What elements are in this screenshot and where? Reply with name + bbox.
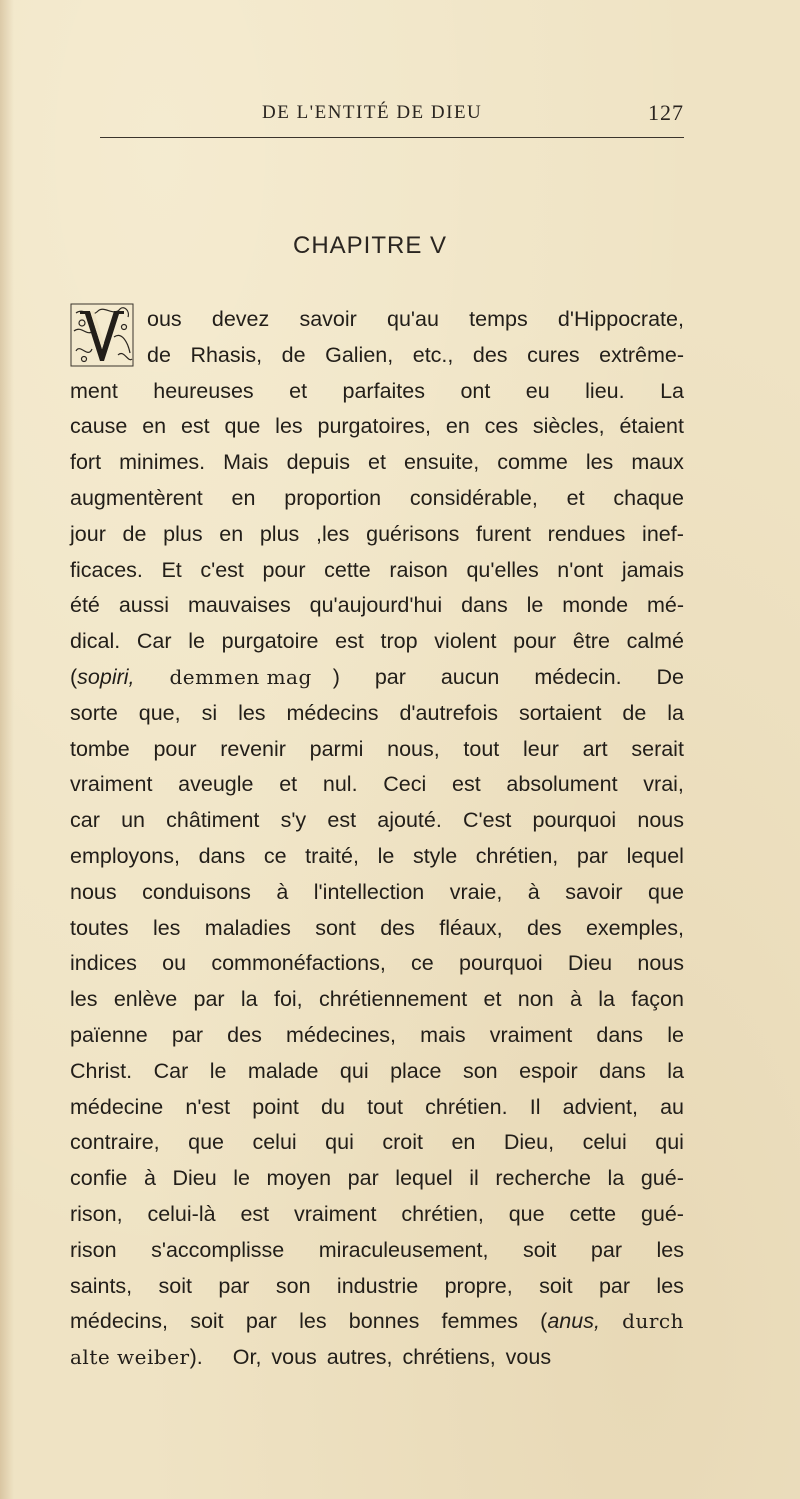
word: cette bbox=[324, 557, 371, 582]
word: espoir bbox=[519, 1058, 578, 1083]
word: maladies bbox=[204, 915, 291, 940]
word: dans bbox=[596, 1022, 644, 1047]
word: plus bbox=[163, 521, 203, 546]
word: femmes bbox=[441, 1309, 518, 1334]
text-line bbox=[70, 1054, 684, 1090]
word: fléaux, bbox=[439, 915, 503, 940]
text-line bbox=[70, 696, 684, 732]
header-rule bbox=[100, 137, 684, 138]
word: les bbox=[585, 450, 614, 475]
word: Dieu bbox=[172, 1166, 217, 1191]
word: purgatoire bbox=[221, 629, 319, 654]
word: minimes. bbox=[119, 450, 206, 475]
text-line bbox=[70, 481, 684, 517]
word: s'accomplisse bbox=[151, 1237, 285, 1262]
word: soit bbox=[158, 1273, 192, 1298]
word: pour bbox=[513, 629, 557, 654]
word: La bbox=[660, 378, 684, 403]
word: Mais bbox=[223, 450, 269, 475]
word: car bbox=[70, 808, 100, 833]
word: proportion bbox=[284, 485, 382, 510]
word: par bbox=[598, 1273, 631, 1298]
word: que, bbox=[138, 700, 181, 725]
text-line bbox=[70, 517, 684, 553]
word: les bbox=[70, 987, 98, 1012]
word: Car bbox=[136, 629, 172, 654]
word: le bbox=[377, 843, 395, 868]
word: des bbox=[227, 1022, 262, 1047]
word: rendues bbox=[547, 521, 626, 546]
text-line bbox=[70, 1161, 684, 1197]
word: savoir bbox=[565, 879, 623, 904]
word: des bbox=[472, 342, 508, 367]
word: soit bbox=[539, 1273, 573, 1298]
word: nous bbox=[70, 879, 117, 904]
word: foi, bbox=[273, 987, 303, 1012]
word: si bbox=[201, 700, 218, 725]
word: les bbox=[152, 915, 181, 940]
word: dans bbox=[198, 843, 246, 868]
word: indices bbox=[70, 951, 137, 976]
running-head: DE L'ENTITÉ DE DIEU bbox=[262, 102, 483, 123]
word: il bbox=[469, 1166, 479, 1191]
line-start-group bbox=[70, 660, 135, 696]
text-line bbox=[70, 1233, 684, 1269]
word: saints, bbox=[70, 1273, 133, 1298]
word: par bbox=[245, 1309, 277, 1334]
word: ou bbox=[162, 951, 187, 976]
word: ensuite, bbox=[403, 450, 480, 475]
word: parfaites bbox=[342, 378, 425, 403]
word: dans bbox=[461, 593, 508, 618]
paren: ). bbox=[189, 1345, 203, 1370]
word: ment bbox=[70, 378, 118, 403]
word: art bbox=[582, 736, 608, 761]
text-line bbox=[70, 553, 684, 589]
word: la bbox=[667, 1058, 684, 1083]
word: s'y bbox=[280, 808, 307, 833]
word: médecins bbox=[286, 700, 379, 725]
word: en bbox=[219, 521, 244, 546]
word: de bbox=[622, 700, 647, 725]
word: point bbox=[252, 1094, 299, 1119]
word: façon bbox=[631, 987, 684, 1012]
word: d'autrefois bbox=[399, 700, 498, 725]
word: est bbox=[327, 808, 357, 833]
word: chrétiennement bbox=[318, 987, 468, 1012]
word: aussi bbox=[118, 593, 170, 618]
word: eu bbox=[525, 378, 550, 403]
word: Rhasis, bbox=[190, 342, 263, 367]
word: propre, bbox=[444, 1273, 513, 1298]
word: que bbox=[648, 879, 684, 904]
word: style bbox=[412, 843, 458, 868]
word: place bbox=[390, 1058, 442, 1083]
word: plus bbox=[259, 521, 300, 546]
word: à bbox=[143, 1166, 156, 1191]
italic-latin-term: sopiri, bbox=[77, 664, 135, 689]
word: gué- bbox=[640, 1166, 684, 1191]
word: nous, bbox=[387, 736, 440, 761]
word: calmé bbox=[626, 629, 684, 654]
word: étaient bbox=[619, 414, 684, 439]
word: contraire, bbox=[70, 1130, 160, 1155]
word: jour bbox=[70, 521, 106, 546]
word: gué- bbox=[640, 1201, 684, 1226]
word: en bbox=[451, 1130, 476, 1155]
blackletter-german-term: alte weiber bbox=[70, 1345, 190, 1370]
word: au bbox=[660, 1094, 684, 1119]
text-line bbox=[70, 302, 684, 338]
word: les bbox=[656, 1273, 684, 1298]
word: cures bbox=[527, 342, 580, 367]
word: guérisons bbox=[366, 521, 460, 546]
word: en bbox=[231, 485, 256, 510]
word: nous bbox=[637, 951, 684, 976]
paren: ( bbox=[540, 1309, 548, 1334]
word: pourquoi bbox=[458, 951, 543, 976]
word: par bbox=[171, 1022, 203, 1047]
word: n'ont bbox=[557, 557, 604, 582]
blackletter-german-term: durch bbox=[622, 1309, 684, 1334]
word: sorte bbox=[70, 700, 118, 725]
word: cette bbox=[569, 1201, 617, 1226]
word: exemples, bbox=[585, 915, 684, 940]
text-line bbox=[70, 1090, 684, 1126]
word: les bbox=[275, 414, 303, 439]
word: non bbox=[517, 987, 554, 1012]
word: par bbox=[590, 1237, 622, 1262]
word: la bbox=[607, 1166, 625, 1191]
word: celui bbox=[252, 1130, 297, 1155]
text-line bbox=[70, 946, 684, 982]
word: par bbox=[347, 1166, 379, 1191]
word: croit bbox=[382, 1130, 423, 1155]
word: les bbox=[238, 700, 266, 725]
word: que bbox=[224, 414, 261, 439]
word: Car bbox=[153, 1058, 189, 1083]
word: enlève bbox=[113, 987, 178, 1012]
word: vrai, bbox=[643, 772, 684, 797]
text-line bbox=[70, 1304, 684, 1340]
word: leur bbox=[523, 736, 559, 761]
word: Dieu bbox=[567, 951, 613, 976]
word: de bbox=[281, 342, 306, 367]
word: parmi bbox=[309, 736, 364, 761]
word: ,les bbox=[315, 521, 350, 546]
word: rison bbox=[70, 1237, 117, 1262]
word: d'Hippocrate, bbox=[557, 307, 684, 331]
word: pour bbox=[153, 736, 197, 761]
word: par bbox=[576, 843, 608, 868]
text-line bbox=[70, 338, 684, 374]
word: advient, bbox=[562, 1094, 638, 1119]
word: vraiment bbox=[294, 1201, 377, 1226]
word: tout bbox=[463, 736, 500, 761]
word: commonéfactions, bbox=[211, 951, 386, 976]
word: traité, bbox=[305, 843, 359, 868]
word: être bbox=[572, 629, 610, 654]
word: qu'elles bbox=[466, 557, 539, 582]
word: recherche bbox=[495, 1166, 591, 1191]
word: lequel bbox=[395, 1166, 453, 1191]
word: ficaces. bbox=[70, 557, 143, 582]
word: jamais bbox=[621, 557, 684, 582]
word: absolument bbox=[506, 772, 618, 797]
word: De bbox=[656, 664, 684, 689]
word: du bbox=[321, 1094, 345, 1119]
text-line bbox=[70, 588, 684, 624]
word: que bbox=[188, 1130, 224, 1155]
text-line bbox=[70, 445, 684, 481]
word: Il bbox=[529, 1094, 541, 1119]
word: sont bbox=[315, 915, 356, 940]
word: son bbox=[462, 1058, 498, 1083]
word: nul. bbox=[322, 772, 358, 797]
word: médecin. bbox=[534, 664, 622, 689]
word: Christ. bbox=[70, 1058, 133, 1083]
word: cause bbox=[70, 414, 128, 439]
word: est bbox=[335, 629, 364, 654]
chapter-title: CHAPITRE V bbox=[292, 232, 448, 259]
word: médecines, bbox=[286, 1022, 396, 1047]
word: châtiment bbox=[166, 808, 260, 833]
word: mauvaises bbox=[187, 593, 291, 618]
word: en bbox=[142, 414, 167, 439]
word: est bbox=[452, 772, 481, 797]
word: de bbox=[122, 521, 147, 546]
word: aveugle bbox=[178, 772, 254, 797]
word: païenne bbox=[70, 1022, 148, 1047]
word: industrie bbox=[336, 1273, 419, 1298]
word: Galien, bbox=[325, 342, 394, 367]
word: soit bbox=[190, 1309, 224, 1334]
word: temps bbox=[469, 307, 528, 331]
word: à bbox=[569, 987, 582, 1012]
page-edge-shadow bbox=[0, 0, 14, 1499]
body-text bbox=[70, 302, 684, 1376]
word: inef- bbox=[642, 521, 684, 546]
word: qui bbox=[339, 1058, 369, 1083]
word: tout bbox=[367, 1094, 403, 1119]
word: purgatoires, bbox=[317, 414, 432, 439]
text-line bbox=[70, 732, 684, 768]
word: savoir bbox=[299, 307, 357, 331]
word: confie bbox=[70, 1166, 128, 1191]
word: et bbox=[279, 772, 298, 797]
word: pourquoi bbox=[532, 808, 617, 833]
paren-group bbox=[540, 1304, 600, 1340]
word: les bbox=[656, 1237, 684, 1262]
word: l'intellection bbox=[313, 879, 425, 904]
word: par bbox=[193, 987, 225, 1012]
word: le bbox=[209, 1058, 227, 1083]
word: C'est bbox=[463, 808, 512, 833]
text-line bbox=[70, 1197, 684, 1233]
word: les bbox=[299, 1309, 327, 1334]
word: raison bbox=[389, 557, 448, 582]
word: à bbox=[527, 879, 540, 904]
word: considérable, bbox=[409, 485, 538, 510]
word: augmentèrent bbox=[70, 485, 203, 510]
word: ce bbox=[411, 951, 434, 976]
word: chrétien. bbox=[425, 1094, 508, 1119]
word: le bbox=[667, 1022, 684, 1047]
text-line bbox=[70, 875, 684, 911]
word: chaque bbox=[613, 485, 684, 510]
word: n'est bbox=[185, 1094, 231, 1119]
word: qui bbox=[325, 1130, 354, 1155]
text-line bbox=[70, 660, 684, 696]
word: son bbox=[275, 1273, 311, 1298]
word: chrétien, bbox=[475, 843, 559, 868]
word: mais bbox=[420, 1022, 466, 1047]
word: nous bbox=[637, 808, 684, 833]
word: la bbox=[667, 700, 684, 725]
word: revenir bbox=[220, 736, 286, 761]
word: et bbox=[483, 987, 502, 1012]
word: comme bbox=[497, 450, 568, 475]
line-text: Or, vous autres, chrétiens, vous bbox=[232, 1345, 552, 1370]
word: siècles, bbox=[532, 414, 605, 439]
word: vraiment bbox=[489, 1022, 573, 1047]
word: rison, bbox=[70, 1201, 123, 1226]
word: et bbox=[367, 450, 386, 475]
word: des bbox=[380, 915, 415, 940]
word: par bbox=[374, 664, 406, 689]
word: c'est bbox=[200, 557, 244, 582]
word: monde bbox=[562, 593, 629, 618]
word: trop bbox=[380, 629, 418, 654]
word: pour bbox=[262, 557, 306, 582]
word: que bbox=[508, 1201, 545, 1226]
text-line bbox=[70, 767, 684, 803]
word: un bbox=[121, 808, 145, 833]
word: Ceci bbox=[383, 772, 427, 797]
word: qu'au bbox=[387, 307, 439, 331]
word: ont bbox=[460, 378, 491, 403]
word: le bbox=[188, 629, 205, 654]
word: le bbox=[233, 1166, 250, 1191]
word: malade bbox=[247, 1058, 319, 1083]
text-line bbox=[70, 1018, 684, 1054]
word: qui bbox=[655, 1130, 684, 1155]
page-header bbox=[70, 100, 684, 134]
word: heureuses bbox=[153, 378, 254, 403]
word: Dieu, bbox=[503, 1130, 555, 1155]
word: maux bbox=[631, 450, 684, 475]
word: aucun bbox=[440, 664, 500, 689]
word: lieu. bbox=[585, 378, 625, 403]
word: employons, bbox=[70, 843, 180, 868]
paren: ( bbox=[70, 664, 78, 689]
word: par bbox=[218, 1273, 250, 1298]
page-number: 127 bbox=[648, 100, 684, 125]
word: la bbox=[598, 987, 616, 1012]
word: des bbox=[526, 915, 562, 940]
word: médecins, bbox=[70, 1309, 168, 1334]
text-line bbox=[70, 839, 684, 875]
word: à bbox=[276, 879, 289, 904]
word: Et bbox=[161, 557, 182, 582]
word: dans bbox=[599, 1058, 646, 1083]
word: conduisons bbox=[142, 879, 251, 904]
text-line bbox=[70, 409, 684, 445]
word: celui bbox=[582, 1130, 627, 1155]
word: est bbox=[240, 1201, 270, 1226]
word: devez bbox=[211, 307, 270, 331]
text-line bbox=[70, 624, 684, 660]
word: de bbox=[147, 342, 171, 367]
word: ce bbox=[263, 843, 287, 868]
word: qu'aujourd'hui bbox=[309, 593, 443, 618]
word: et bbox=[566, 485, 585, 510]
word: mé- bbox=[646, 593, 684, 618]
text-line bbox=[70, 1125, 684, 1161]
word: été bbox=[70, 593, 100, 618]
text-line bbox=[70, 1269, 684, 1305]
word: extrême- bbox=[599, 342, 684, 367]
word: lequel bbox=[626, 843, 684, 868]
word: serait bbox=[631, 736, 684, 761]
word: depuis bbox=[286, 450, 350, 475]
word: est bbox=[180, 414, 210, 439]
word: sortaient bbox=[518, 700, 602, 725]
word: toutes bbox=[70, 915, 129, 940]
word: soit bbox=[522, 1237, 557, 1262]
text-line bbox=[70, 982, 684, 1018]
word: ajouté. bbox=[377, 808, 442, 833]
word: dical. bbox=[70, 629, 121, 654]
word: fort bbox=[70, 450, 102, 475]
word: et bbox=[289, 378, 308, 403]
word: violent bbox=[434, 629, 497, 654]
word: médecine bbox=[70, 1094, 164, 1119]
word: tombe bbox=[70, 736, 130, 761]
text-line bbox=[70, 374, 684, 410]
italic-latin-term: anus, bbox=[547, 1309, 600, 1334]
word: le bbox=[526, 593, 544, 618]
word: miraculeusement, bbox=[318, 1237, 489, 1262]
word: la bbox=[240, 987, 258, 1012]
word: ces bbox=[484, 414, 519, 439]
text-line bbox=[70, 911, 684, 947]
word: chrétien, bbox=[401, 1201, 484, 1226]
paren: ) bbox=[332, 664, 340, 689]
word: etc., bbox=[412, 342, 454, 367]
word: furent bbox=[476, 521, 531, 546]
word: moyen bbox=[266, 1166, 332, 1191]
text-line bbox=[70, 1340, 684, 1376]
word: celui-là bbox=[147, 1201, 216, 1226]
text-line bbox=[70, 803, 684, 839]
word: vraiment bbox=[70, 772, 153, 797]
word: ous bbox=[147, 307, 182, 331]
word: bonnes bbox=[348, 1309, 420, 1334]
word: vraie, bbox=[449, 879, 503, 904]
word: en bbox=[445, 414, 470, 439]
blackletter-german-term: demmen mag bbox=[169, 664, 312, 689]
